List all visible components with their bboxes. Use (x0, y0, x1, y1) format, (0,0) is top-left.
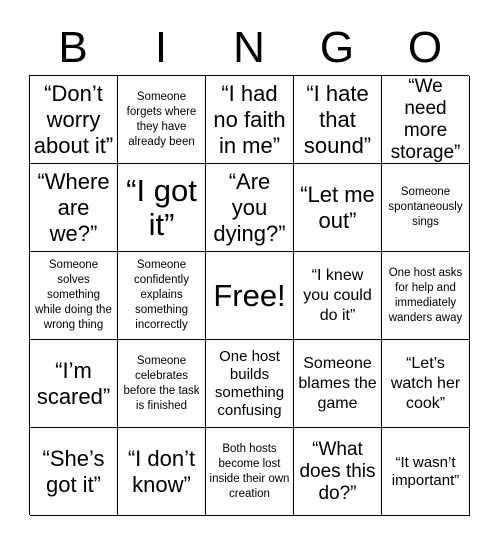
bingo-cell[interactable]: One host builds something confusing (206, 340, 294, 428)
bingo-cell[interactable]: Someone solves something while doing the wrong thing (30, 252, 118, 340)
free-space[interactable]: Free! (206, 252, 294, 340)
bingo-cell[interactable]: “Are you dying?” (206, 164, 294, 252)
header-letter-o: O (407, 23, 443, 72)
bingo-cell[interactable]: Both hosts become lost inside their own creation (206, 428, 294, 516)
bingo-cell[interactable]: Someone blames the game (294, 340, 382, 428)
bingo-grid (29, 75, 469, 515)
bingo-cell[interactable]: “I’m scared” (30, 340, 118, 428)
bingo-cell[interactable]: “Don’t worry about it” (30, 76, 118, 164)
bingo-cell[interactable]: Someone celebrates before the task is finished (118, 340, 206, 428)
header-letter-n: N (233, 23, 265, 72)
bingo-cell[interactable]: “What does this do?” (294, 428, 382, 516)
bingo-cell[interactable]: “I knew you could do it” (294, 252, 382, 340)
header-letter-g: G (319, 23, 355, 72)
header-letter-b: B (58, 23, 88, 72)
bingo-cell[interactable]: “Let me out” (294, 164, 382, 252)
bingo-cell[interactable]: “Where are we?” (30, 164, 118, 252)
bingo-cell[interactable]: Someone confidently explains something incorrectly (118, 252, 206, 340)
bingo-cell[interactable]: “I don’t know” (118, 428, 206, 516)
bingo-header (29, 20, 469, 76)
bingo-cell[interactable]: “I had no faith in me” (206, 76, 294, 164)
bingo-cell[interactable]: “It wasn’t important” (382, 428, 470, 516)
bingo-cell[interactable]: “We need more storage” (382, 76, 470, 164)
bingo-cell[interactable]: Someone forgets where they have already been (118, 76, 206, 164)
bingo-cell[interactable]: “Let’s watch her cook” (382, 340, 470, 428)
header-letter-i: I (154, 23, 168, 72)
bingo-cell[interactable]: One host asks for help and immediately wanders away (382, 252, 470, 340)
bingo-cell[interactable]: “I hate that sound” (294, 76, 382, 164)
bingo-cell[interactable]: Someone spontaneously sings (382, 164, 470, 252)
bingo-cell[interactable]: “She’s got it” (30, 428, 118, 516)
bingo-cell[interactable]: “I got it” (118, 164, 206, 252)
